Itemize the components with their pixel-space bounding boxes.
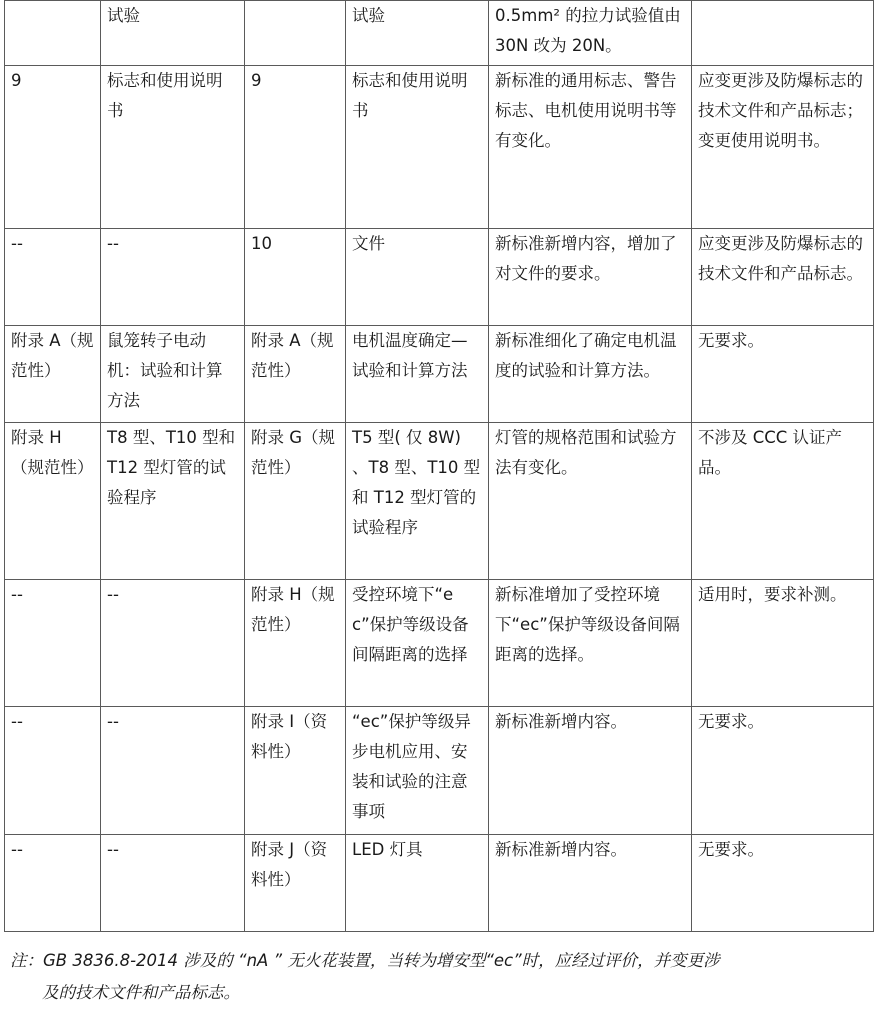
old-clause-number-cell: 附录 H（规范性）: [5, 423, 101, 580]
new-clause-number-cell: 9: [245, 66, 346, 229]
table-row: [5, 326, 874, 423]
old-clause-number-cell: 附录 A（规范性）: [5, 326, 101, 423]
new-clause-title-cell: 试验: [346, 1, 489, 66]
table-row: [5, 580, 874, 707]
new-clause-number-cell: 10: [245, 229, 346, 326]
table-row: [5, 835, 874, 932]
old-clause-number-cell: --: [5, 835, 101, 932]
table-row: [5, 423, 874, 580]
change-description-cell: 新标准增加了受控环境下“ec”保护等级设备间隔距离的选择。: [489, 580, 692, 707]
footnote-line-2: 及的技术文件和产品标志。: [42, 983, 240, 1002]
old-clause-title-cell: --: [101, 580, 245, 707]
change-description-cell: 新标准细化了确定电机温度的试验和计算方法。: [489, 326, 692, 423]
requirement-cell: 应变更涉及防爆标志的技术文件和产品标志。: [692, 229, 874, 326]
change-description-cell: 0.5mm² 的拉力试验值由 30N 改为 20N。: [489, 1, 692, 66]
change-description-cell: 新标准新增内容，增加了对文件的要求。: [489, 229, 692, 326]
new-clause-number-cell: 附录 I（资料性）: [245, 707, 346, 835]
requirement-cell: [692, 1, 874, 66]
old-clause-title-cell: T8 型、T10 型和 T12 型灯管的试验程序: [101, 423, 245, 580]
requirement-cell: 适用时，要求补测。: [692, 580, 874, 707]
requirement-cell: 无要求。: [692, 326, 874, 423]
footnote: [10, 945, 870, 1009]
requirement-cell: 无要求。: [692, 835, 874, 932]
old-clause-title-cell: 标志和使用说明书: [101, 66, 245, 229]
old-clause-title-cell: --: [101, 229, 245, 326]
change-description-cell: 新标准的通用标志、警告标志、电机使用说明书等有变化。: [489, 66, 692, 229]
old-clause-number-cell: --: [5, 229, 101, 326]
new-clause-title-cell: “ec”保护等级异步电机应用、安装和试验的注意事项: [346, 707, 489, 835]
table-row: [5, 707, 874, 835]
new-clause-title-cell: 文件: [346, 229, 489, 326]
new-clause-number-cell: 附录 J（资料性）: [245, 835, 346, 932]
new-clause-title-cell: 标志和使用说明书: [346, 66, 489, 229]
old-clause-title-cell: --: [101, 707, 245, 835]
new-clause-number-cell: 附录 H（规范性）: [245, 580, 346, 707]
new-clause-title-cell: 受控环境下“ec”保护等级设备间隔距离的选择: [346, 580, 489, 707]
new-clause-title-cell: LED 灯具: [346, 835, 489, 932]
new-clause-number-cell: [245, 1, 346, 66]
requirement-cell: 不涉及 CCC 认证产品。: [692, 423, 874, 580]
table-row: [5, 229, 874, 326]
old-clause-title-cell: 鼠笼转子电动机：试验和计算方法: [101, 326, 245, 423]
standard-comparison-table: [4, 0, 874, 932]
footnote-line-1: 注：GB 3836.8-2014 涉及的 “nA ” 无火花装置，当转为增安型“ec”时，应经过评价，并变更涉: [10, 951, 720, 970]
requirement-cell: 应变更涉及防爆标志的技术文件和产品标志；变更使用说明书。: [692, 66, 874, 229]
change-description-cell: 新标准新增内容。: [489, 707, 692, 835]
old-clause-title-cell: --: [101, 835, 245, 932]
change-description-cell: 新标准新增内容。: [489, 835, 692, 932]
new-clause-title-cell: T5 型( 仅 8W) 、T8 型、T10 型和 T12 型灯管的试验程序: [346, 423, 489, 580]
old-clause-number-cell: 9: [5, 66, 101, 229]
change-description-cell: 灯管的规格范围和试验方法有变化。: [489, 423, 692, 580]
new-clause-number-cell: 附录 A（规范性）: [245, 326, 346, 423]
new-clause-number-cell: 附录 G（规范性）: [245, 423, 346, 580]
old-clause-number-cell: [5, 1, 101, 66]
old-clause-title-cell: 试验: [101, 1, 245, 66]
old-clause-number-cell: --: [5, 580, 101, 707]
new-clause-title-cell: 电机温度确定—试验和计算方法: [346, 326, 489, 423]
requirement-cell: 无要求。: [692, 707, 874, 835]
table-row: [5, 1, 874, 66]
table-row: [5, 66, 874, 229]
old-clause-number-cell: --: [5, 707, 101, 835]
